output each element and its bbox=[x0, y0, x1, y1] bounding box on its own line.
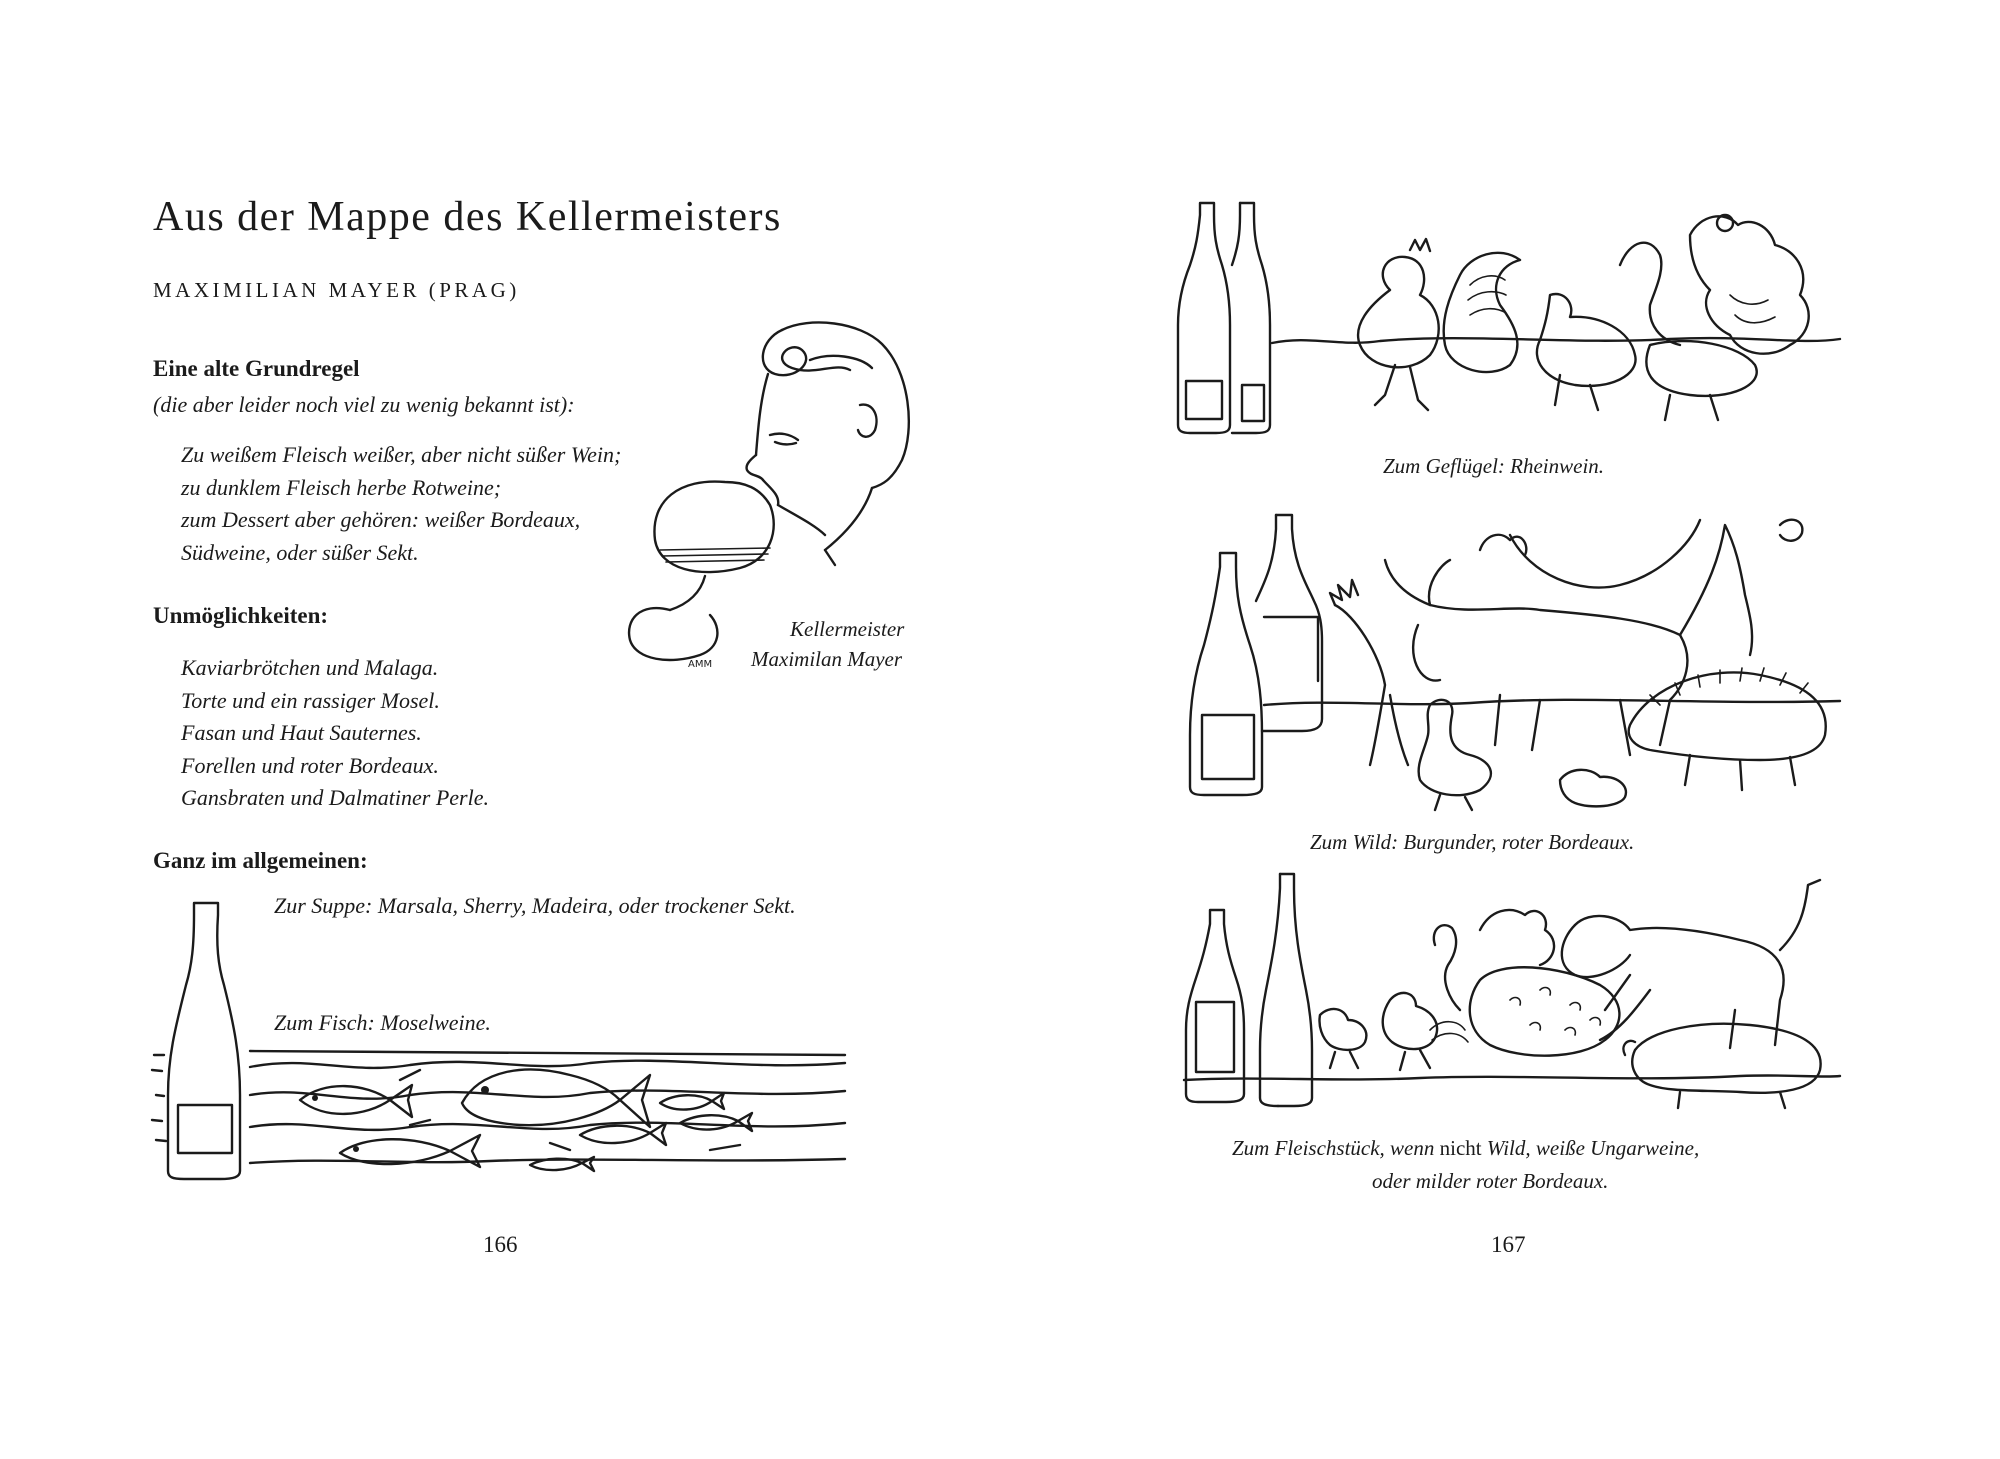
verse-line: zu dunklem Fleisch herbe Rotweine; bbox=[181, 474, 502, 500]
caption-meat-upright: nicht bbox=[1439, 1136, 1482, 1160]
fish-illustration bbox=[150, 895, 860, 1195]
section-heading-grundregel: Eine alte Grundregel bbox=[153, 356, 360, 381]
section-heading-unmoeglichkeiten: Unmöglichkeiten: bbox=[153, 603, 329, 628]
unmoeglichkeiten-lines bbox=[181, 652, 489, 815]
author-line: MAXIMILIAN MAYER (PRAG) bbox=[153, 278, 520, 302]
grundregel-lines bbox=[181, 439, 621, 569]
page-number-right: 167 bbox=[1491, 1232, 1526, 1257]
verse-line: Gansbraten und Dalmatiner Perle. bbox=[181, 785, 489, 810]
portrait-caption-1: Kellermeister bbox=[790, 617, 905, 641]
fish-pairing: Zum Fisch: Moselweine. bbox=[274, 1010, 491, 1035]
caption-meat-2: oder milder roter Bordeaux. bbox=[1372, 1169, 1609, 1193]
verse-line: zum Dessert aber gehören: weißer Bordeaux, bbox=[181, 507, 581, 532]
section-heading-allgemein: Ganz im allgemeinen: bbox=[153, 848, 368, 873]
meat-illustration bbox=[1180, 870, 1850, 1110]
verse-line: Forellen und roter Bordeaux. bbox=[181, 752, 439, 778]
verse-line: Torte und ein rassiger Mosel. bbox=[181, 687, 440, 713]
verse-line: Zu weißem Fleisch weißer, aber nicht süßer Wein; bbox=[181, 442, 622, 467]
page-title: Aus der Mappe des Kellermeisters bbox=[153, 194, 782, 240]
caption-poultry: Zum Geflügel: Rheinwein. bbox=[1383, 454, 1605, 478]
page-number-left: 166 bbox=[483, 1232, 518, 1257]
game-illustration bbox=[1180, 505, 1850, 815]
section-note: (die aber leider noch viel zu wenig bekannt ist): bbox=[153, 392, 575, 417]
caption-meat-1: Zum Fleischstück, wenn nicht Wild, weiße Ungarweine, bbox=[1232, 1136, 1700, 1160]
portrait-caption-2: Maximilan Mayer bbox=[751, 647, 903, 671]
poultry-illustration bbox=[1170, 195, 1850, 440]
caption-game: Zum Wild: Burgunder, roter Bordeaux. bbox=[1310, 830, 1635, 854]
soup-pairing: Zur Suppe: Marsala, Sherry, Madeira, oder trockener Sekt. bbox=[274, 893, 796, 918]
verse-line: Fasan und Haut Sauternes. bbox=[181, 720, 422, 745]
verse-line: Kaviarbrötchen und Malaga. bbox=[181, 655, 439, 680]
portrait-signature: AMM bbox=[688, 659, 713, 670]
verse-line: Südweine, oder süßer Sekt. bbox=[181, 539, 419, 565]
